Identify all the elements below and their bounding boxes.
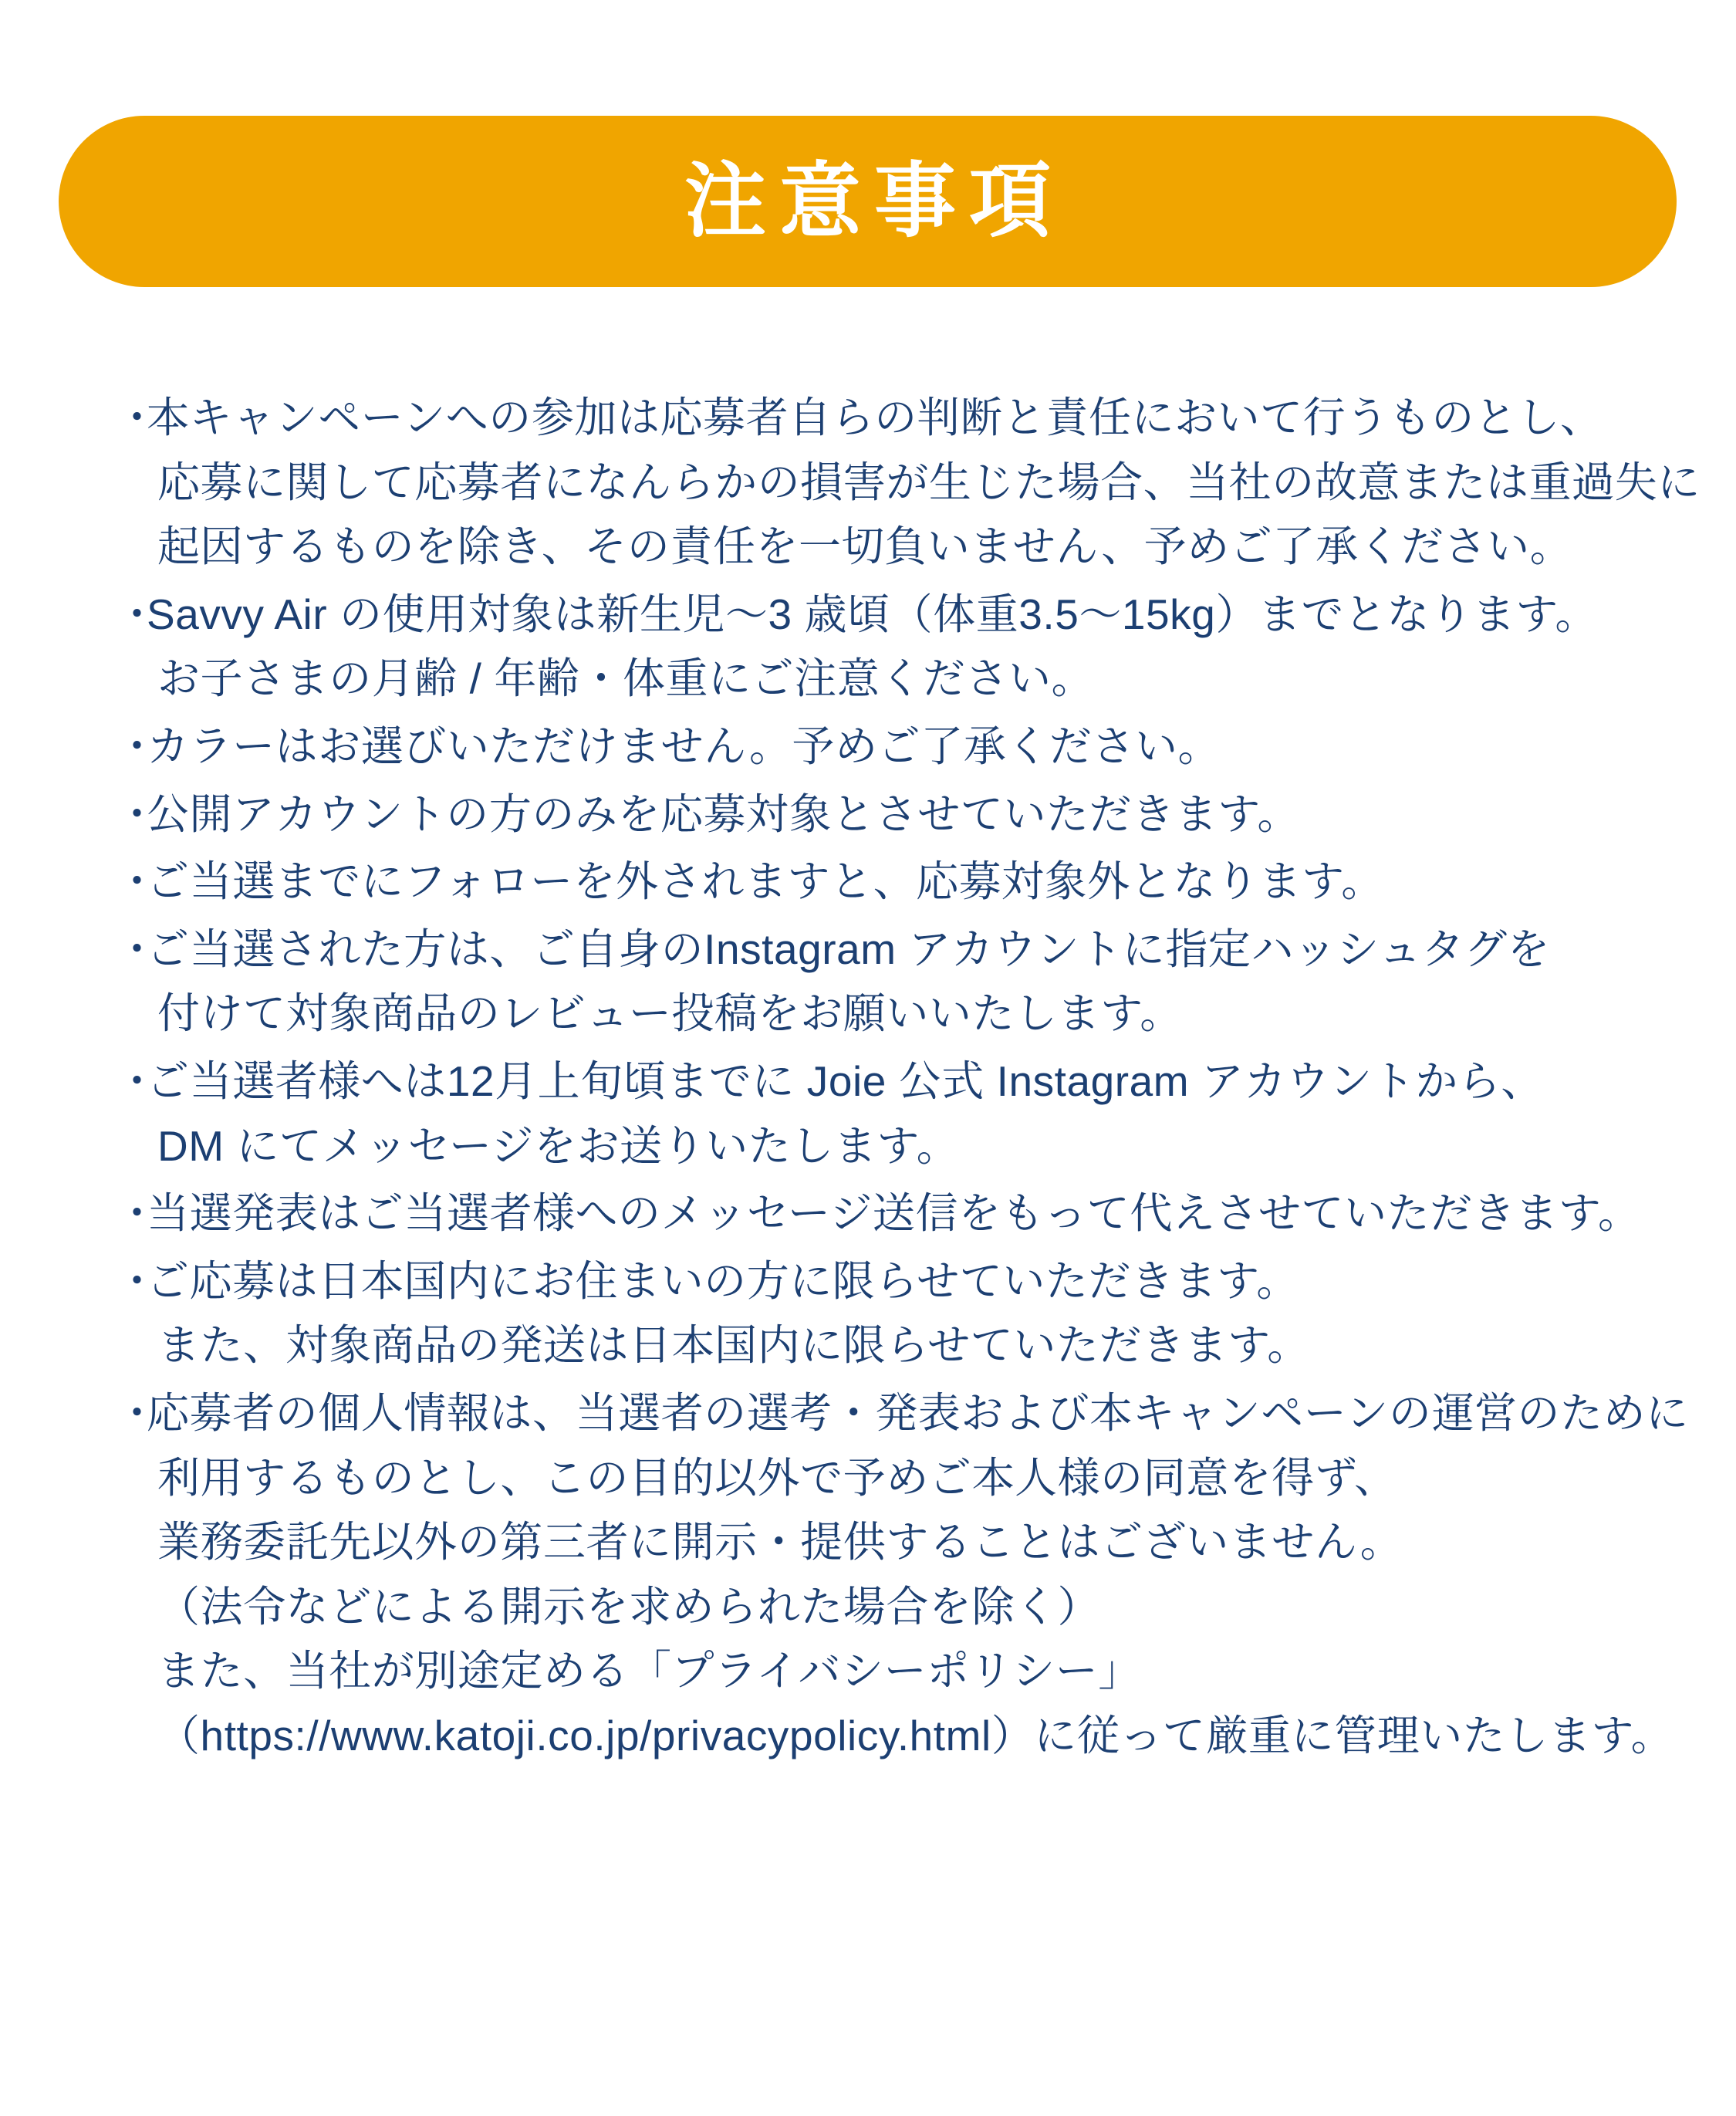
list-item-text bbox=[147, 1181, 1643, 1246]
notes-list bbox=[116, 386, 1701, 1771]
note-line: （法令などによる開示を求められた場合を除く） bbox=[157, 1582, 1101, 1631]
list-item bbox=[116, 783, 1643, 847]
list-item bbox=[116, 715, 1643, 779]
list-item bbox=[116, 918, 1643, 1046]
note-line: 起因するものを除き、その責任を一切負いません、予めご了承ください。 bbox=[157, 522, 1573, 571]
list-item bbox=[116, 386, 1701, 580]
note-line: DM にてメッセージをお送りいたします。 bbox=[157, 1121, 960, 1170]
list-item bbox=[116, 1249, 1643, 1378]
list-item bbox=[116, 1181, 1643, 1246]
page-title-banner bbox=[59, 116, 1677, 287]
list-item-text bbox=[147, 1050, 1643, 1178]
note-line: 業務委託先以外の第三者に開示・提供することはございません。 bbox=[157, 1518, 1403, 1567]
list-item-text bbox=[147, 386, 1701, 580]
note-line: 本キャンペーンへの参加は応募者自らの判断と責任において行うものとし、 bbox=[147, 394, 1603, 441]
page-title: 注意事項 bbox=[684, 156, 1064, 247]
note-line: 応募者の個人情報は、当選者の選考・発表および本キャンペーンの運営のために bbox=[147, 1388, 1689, 1437]
bullet-marker: ・ bbox=[116, 924, 159, 973]
list-item-text bbox=[147, 918, 1643, 1046]
list-item-text bbox=[147, 715, 1643, 779]
note-line: また、対象商品の発送は日本国内に限らせていただきます。 bbox=[157, 1321, 1310, 1370]
privacy-policy-line: （https://www.katoji.co.jp/privacypolicy.html）に従って厳重に管理いたします。 bbox=[157, 1711, 1674, 1759]
note-line: カラーはお選びいただけません。予めご了承ください。 bbox=[147, 722, 1221, 770]
note-line: 当選発表はご当選者様へのメッセージ送信をもって代えさせていただきます。 bbox=[147, 1189, 1641, 1238]
bullet-marker: ・ bbox=[116, 1056, 159, 1105]
bullet-marker: ・ bbox=[116, 722, 159, 770]
bullet-marker: ・ bbox=[116, 857, 159, 906]
list-item bbox=[116, 1381, 1689, 1769]
bullet-marker: ・ bbox=[116, 1388, 159, 1437]
note-line: ご当選者様へは12月上旬頃までに Joie 公式 Instagram アカウントから、 bbox=[147, 1056, 1544, 1105]
note-line: 付けて対象商品のレビュー投稿をお願いいたします。 bbox=[157, 989, 1183, 1038]
list-item bbox=[116, 1050, 1643, 1178]
list-item-text bbox=[147, 583, 1643, 712]
list-item-text bbox=[147, 1249, 1643, 1378]
note-line: お子さまの月齢 / 年齢・体重にご注意ください。 bbox=[157, 654, 1095, 703]
list-item bbox=[116, 583, 1643, 712]
bullet-marker: ・ bbox=[116, 1189, 159, 1238]
note-line: ご当選された方は、ご自身のInstagram アカウントに指定ハッシュタグを bbox=[147, 924, 1551, 973]
list-item-text bbox=[147, 783, 1643, 847]
note-line: ご当選までにフォローを外されますと、応募対象外となります。 bbox=[147, 857, 1384, 906]
bullet-marker: ・ bbox=[116, 789, 159, 838]
bullet-marker: ・ bbox=[116, 590, 159, 638]
list-item-text bbox=[147, 1381, 1689, 1769]
note-line: また、当社が別途定める「プライバシーポリシー」 bbox=[157, 1647, 1141, 1695]
note-line: ご応募は日本国内にお住まいの方に限らせていただきます。 bbox=[147, 1256, 1299, 1305]
note-line: 公開アカウントの方のみを応募対象とさせていただきます。 bbox=[147, 789, 1300, 838]
bullet-marker: ・ bbox=[116, 394, 159, 441]
list-item-text bbox=[147, 850, 1643, 914]
note-line: Savvy Air の使用対象は新生児〜3 歳頃（体重3.5〜15kg）までとなります。 bbox=[147, 590, 1598, 638]
list-item bbox=[116, 850, 1643, 914]
note-line: 応募に関して応募者になんらかの損害が生じた場合、当社の故意または重過失に bbox=[157, 458, 1701, 506]
note-line: 利用するものとし、この目的以外で予めご本人様の同意を得ず、 bbox=[157, 1453, 1397, 1502]
bullet-marker: ・ bbox=[116, 1256, 159, 1305]
